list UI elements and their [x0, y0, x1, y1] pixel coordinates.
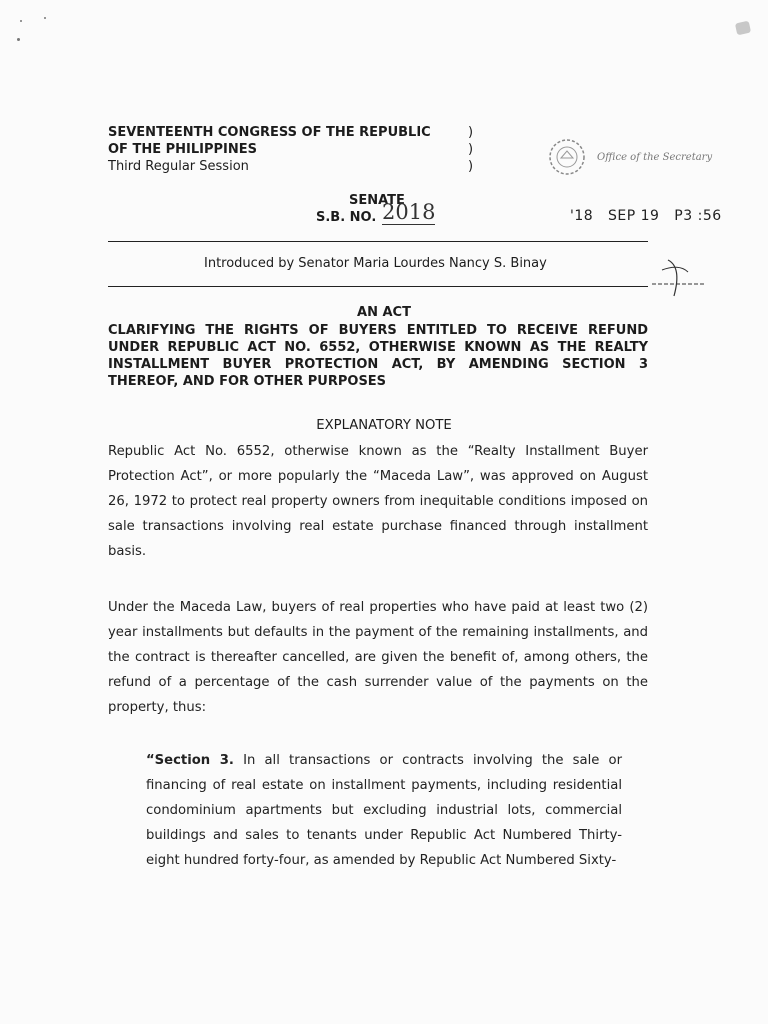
received-stamp: '18 SEP 19 P3 :56 [570, 208, 722, 224]
bottom-divider [108, 286, 648, 287]
paragraph-2: Under the Maceda Law, buyers of real properties who have paid at least two (2) year installments but defaults in the payment of the remaining installments, and the contract is thereafter cancelled, are given the benefit of, among others, the refund of a percentage of the cash surrender value of the payments on the property, thus: [108, 600, 648, 715]
session-line: Third Regular Session [108, 159, 249, 174]
quote-section-label: “Section 3. [146, 753, 234, 768]
top-divider [108, 241, 648, 242]
quoted-section [146, 748, 622, 873]
senate-seal-icon [548, 138, 586, 176]
explanatory-note-heading: EXPLANATORY NOTE [316, 418, 452, 433]
handwritten-signature [648, 256, 708, 302]
bracket-paren: ) [468, 142, 474, 157]
act-title: CLARIFYING THE RIGHTS OF BUYERS ENTITLED TO RECEIVE REFUND UNDER REPUBLIC ACT NO. 6552, OTHERWISE KNOWN AS THE REALTY INSTALLMENT BUYER PROTECTION ACT, BY AMENDING SECTION 3 THEREOF, AND FOR OTHER PURPOSES [108, 323, 648, 389]
scan-speck [735, 21, 751, 36]
scan-speck [44, 17, 46, 19]
senate-label: SENATE [349, 193, 405, 208]
country-line: OF THE PHILIPPINES [108, 142, 257, 157]
introduced-by: Introduced by Senator Maria Lourdes Nancy S. Binay [204, 256, 547, 271]
bracket-paren: ) [468, 159, 474, 174]
stamp-office-text: Office of the Secretary [597, 152, 713, 163]
scan-speck [20, 20, 22, 22]
act-heading: AN ACT [357, 305, 411, 320]
congress-line: SEVENTEENTH CONGRESS OF THE REPUBLIC [108, 125, 431, 140]
bracket-paren: ) [468, 125, 474, 140]
paragraph-1: Republic Act No. 6552, otherwise known as the “Realty Installment Buyer Protection Act”, or more popularly the “Maceda Law”, was approved on August 26, 1972 to protect real property owners from inequitable conditions imposed on sale transactions involving real estate purchase financed through installment basis. [108, 444, 648, 559]
scan-speck [17, 38, 20, 41]
quote-section-text: In all transactions or contracts involving the sale or financing of real estate on installment payments, including residential condominium apartments but excluding industrial lots, commercial buildings and sales to tenants under Republic Act Numbered Thirty-eight hundred forty-four, as amended by Republic Act Numbered Sixty- [146, 753, 623, 868]
sb-label: S.B. NO. [316, 210, 377, 225]
bill-number: 2018 [382, 200, 436, 224]
